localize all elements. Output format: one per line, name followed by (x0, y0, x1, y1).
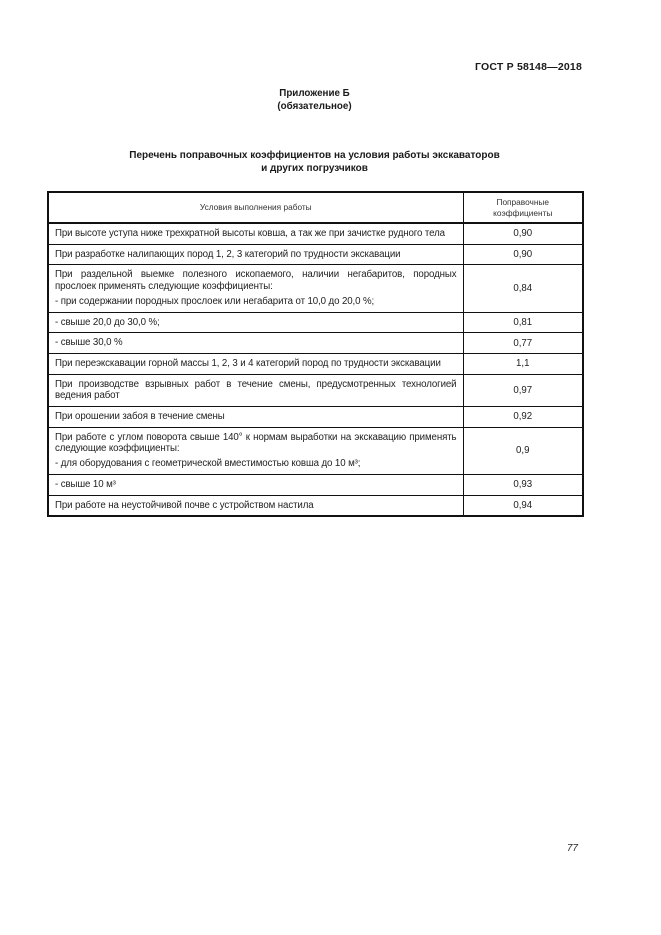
table-row (48, 427, 583, 474)
condition-cell (48, 407, 463, 428)
coefficient-cell: 0,90 (463, 244, 583, 265)
coefficient-cell: 0,84 (463, 265, 583, 312)
condition-line: При работе на неустойчивой почве с устройством настила (55, 499, 314, 511)
condition-line: При разработке налипающих пород 1, 2, 3 категорий по трудности экскавации (55, 248, 401, 260)
table-row (48, 407, 583, 428)
coefficient-cell: 0,9 (463, 427, 583, 474)
coefficient-cell: 0,81 (463, 312, 583, 333)
coefficient-cell: 0,93 (463, 474, 583, 495)
table-row (48, 474, 583, 495)
condition-line: При работе с углом поворота свыше 140° к нормам выработки на экскавацию применять следующие коэффициенты: (55, 431, 457, 455)
appendix-title: Приложение Б (279, 88, 350, 99)
table-title-line1: Перечень поправочных коэффициентов на условия работы экскаваторов (129, 150, 500, 161)
table-row (48, 495, 583, 516)
condition-cell (48, 474, 463, 495)
condition-line: - при содержании породных прослоек или негабарита от 10,0 до 20,0 %; (55, 295, 375, 307)
condition-cell (48, 244, 463, 265)
page-number (47, 843, 582, 854)
condition-line: При высоте уступа ниже трехкратной высоты ковша, а так же при зачистке рудного тела (55, 228, 445, 239)
table-row (48, 244, 583, 265)
coefficient-cell: 0,97 (463, 374, 583, 406)
table-row (48, 223, 583, 244)
condition-line: - свыше 30,0 % (55, 337, 123, 349)
condition-cell (48, 374, 463, 406)
appendix-subtitle: (обязательное) (277, 100, 352, 112)
coefficient-cell: 1,1 (463, 353, 583, 374)
appendix-heading (47, 88, 582, 113)
condition-line: При раздельной выемке полезного ископаемого, наличии негабаритов, породных прослоек применять следующие коэффициенты: (55, 269, 457, 293)
condition-line: При переэкскавации горной массы 1, 2, 3 и 4 категорий пород по трудности экскавации (55, 357, 441, 369)
condition-line: - свыше 10 м³ (55, 478, 116, 490)
table-title (47, 149, 582, 175)
condition-line: - свыше 20,0 до 30,0 %; (55, 316, 160, 328)
table-row (48, 265, 583, 312)
condition-line: При орошении забоя в течение смены (55, 411, 225, 423)
table-row (48, 333, 583, 354)
coefficients-table (47, 191, 584, 517)
condition-cell (48, 223, 463, 244)
condition-cell (48, 312, 463, 333)
condition-cell (48, 333, 463, 354)
condition-cell (48, 265, 463, 312)
condition-line: - для оборудования с геометрической вместимостью ковша до 10 м³; (55, 458, 361, 470)
condition-cell (48, 427, 463, 474)
table-row (48, 353, 583, 374)
page-number-value: 77 (566, 843, 578, 854)
column-header-conditions: Условия выполнения работы (48, 192, 463, 223)
table-title-line2: и других погрузчиков (261, 163, 368, 174)
condition-cell (48, 353, 463, 374)
coefficient-cell: 0,94 (463, 495, 583, 516)
coefficient-cell: 0,92 (463, 407, 583, 428)
table-header-row (48, 192, 583, 223)
coefficient-cell: 0,77 (463, 333, 583, 354)
coefficient-cell: 0,90 (463, 223, 583, 244)
condition-cell (48, 495, 463, 516)
column-header-coefficients: Поправочные коэффициенты (463, 192, 583, 223)
document-number: ГОСТ Р 58148—2018 (474, 61, 582, 73)
table-row (48, 374, 583, 406)
table-row (48, 312, 583, 333)
condition-line: При производстве взрывных работ в течение смены, предусмотренных технологией ведения работ (55, 378, 457, 402)
